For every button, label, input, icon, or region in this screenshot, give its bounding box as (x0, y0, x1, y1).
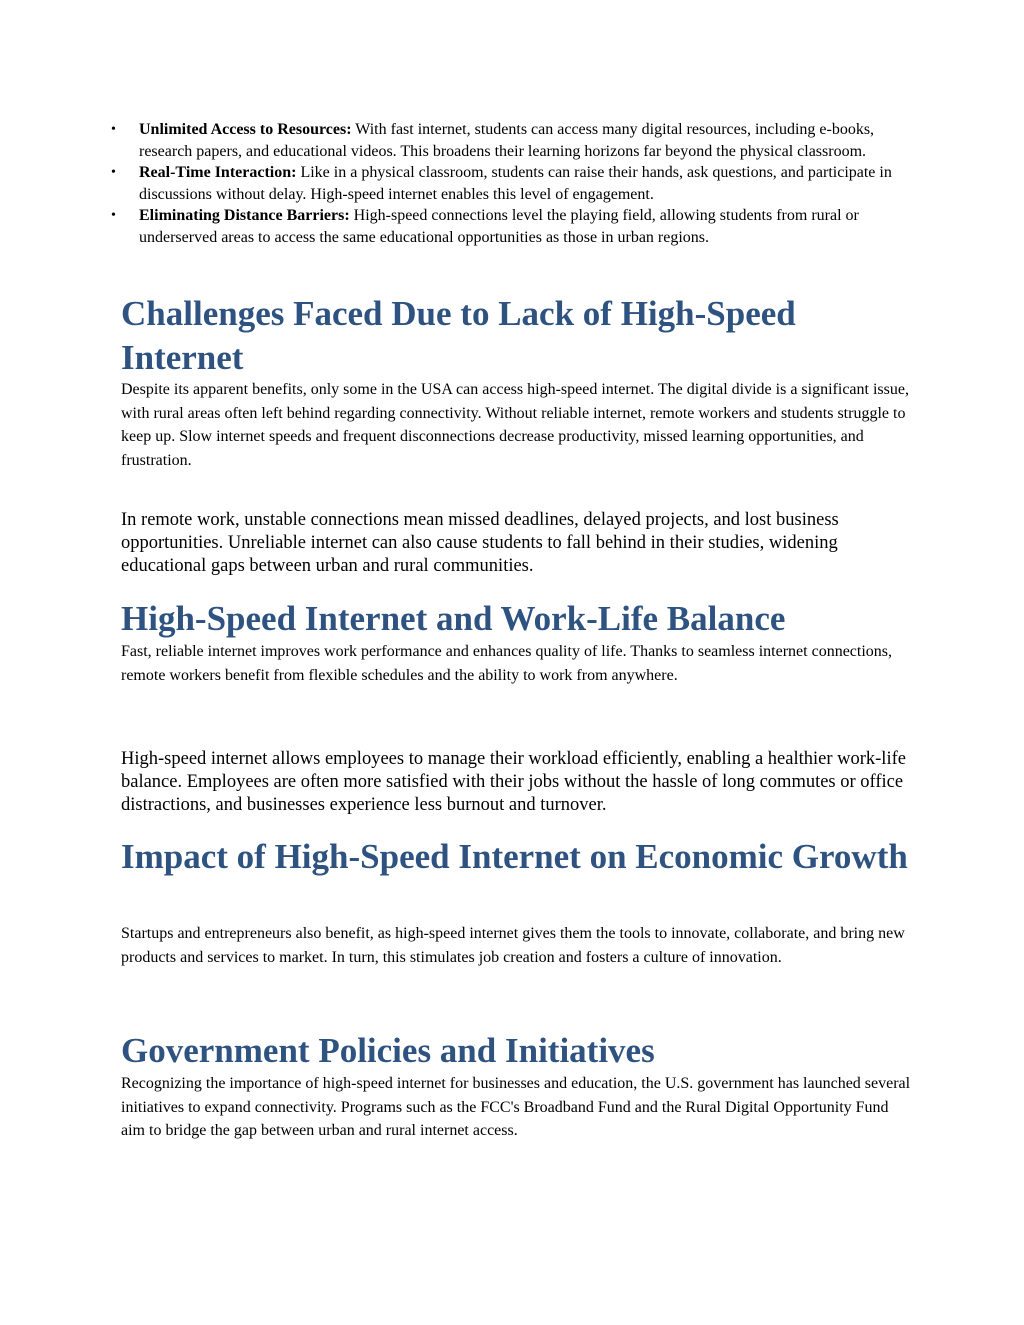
section-paragraph: In remote work, unstable connections mean missed deadlines, delayed projects, and lost business opportunities. Unreliable internet can also cause students to fall behind in their studies, widening educational gaps between urban and rural communities. (121, 510, 839, 576)
section-heading: Government Policies and Initiatives (121, 1031, 655, 1070)
benefits-bullet-list (104, 119, 904, 248)
section-heading: Challenges Faced Due to Lack of High-Speed Internet (121, 294, 796, 377)
section-economic (121, 835, 911, 879)
section-challenges-body-2 (121, 509, 911, 578)
section-paragraph: Startups and entrepreneurs also benefit, as high-speed internet gives them the tools to innovate, collaborate, and bring new products and services to market. In turn, this stimulates job creation and fosters a culture of innovation. (121, 925, 905, 966)
section-heading: Impact of High-Speed Internet on Economic Growth (121, 837, 908, 876)
section-economic-body (121, 922, 911, 969)
section-paragraph: Fast, reliable internet improves work performance and enhances quality of life. Thanks to seamless internet connections, remote workers benefit from flexible schedules and the ability to work from anywhere. (121, 643, 893, 684)
section-worklife (121, 597, 911, 641)
bullet-icon: • (111, 122, 116, 137)
bullet-text: With fast internet, students can access many digital resources, including e-books, research papers, and educational videos. This broadens their learning horizons far beyond the physical classroom. (139, 121, 875, 160)
bullet-text: Like in a physical classroom, students can raise their hands, ask questions, and participate in discussions without delay. High-speed internet enables this level of engagement. (139, 164, 892, 203)
bullet-item-eliminating-distance (104, 205, 904, 248)
bullet-label: Eliminating Distance Barriers: (139, 207, 350, 224)
section-challenges (121, 292, 911, 380)
section-government-body (121, 1072, 911, 1143)
bullet-icon: • (111, 165, 116, 180)
section-government (121, 1029, 911, 1073)
section-paragraph: Despite its apparent benefits, only some in the USA can access high-speed internet. The digital divide is a significant issue, with rural areas often left behind regarding connectivity. Without reliable internet, remote workers and students struggle to keep up. Slow internet speeds and frequent disconnections decrease productivity, missed learning opportunities, and frustration. (121, 381, 909, 469)
section-worklife-body (121, 640, 911, 687)
section-paragraph: Recognizing the importance of high-speed internet for businesses and education, the U.S. government has launched several initiatives to expand connectivity. Programs such as the FCC's Broadband Fund and the Rural Digital Opportunity Fund aim to bridge the gap between urban and rural internet access. (121, 1075, 911, 1139)
bullet-item-real-time-interaction (104, 162, 904, 205)
section-worklife-body-2 (121, 748, 911, 817)
bullet-item-unlimited-access (104, 119, 904, 162)
bullet-text: High-speed connections level the playing field, allowing students from rural or underserved areas to access the same educational opportunities as those in urban regions. (139, 207, 859, 246)
bullet-label: Real-Time Interaction: (139, 164, 297, 181)
section-challenges-body (121, 378, 911, 472)
section-heading: High-Speed Internet and Work-Life Balance (121, 599, 786, 638)
bullet-label: Unlimited Access to Resources: (139, 121, 352, 138)
bullet-icon: • (111, 208, 116, 223)
section-paragraph: High-speed internet allows employees to manage their workload efficiently, enabling a healthier work-life balance. Employees are often more satisfied with their jobs without the hassle of long commutes or office distractions, and businesses experience less burnout and turnover. (121, 749, 906, 815)
